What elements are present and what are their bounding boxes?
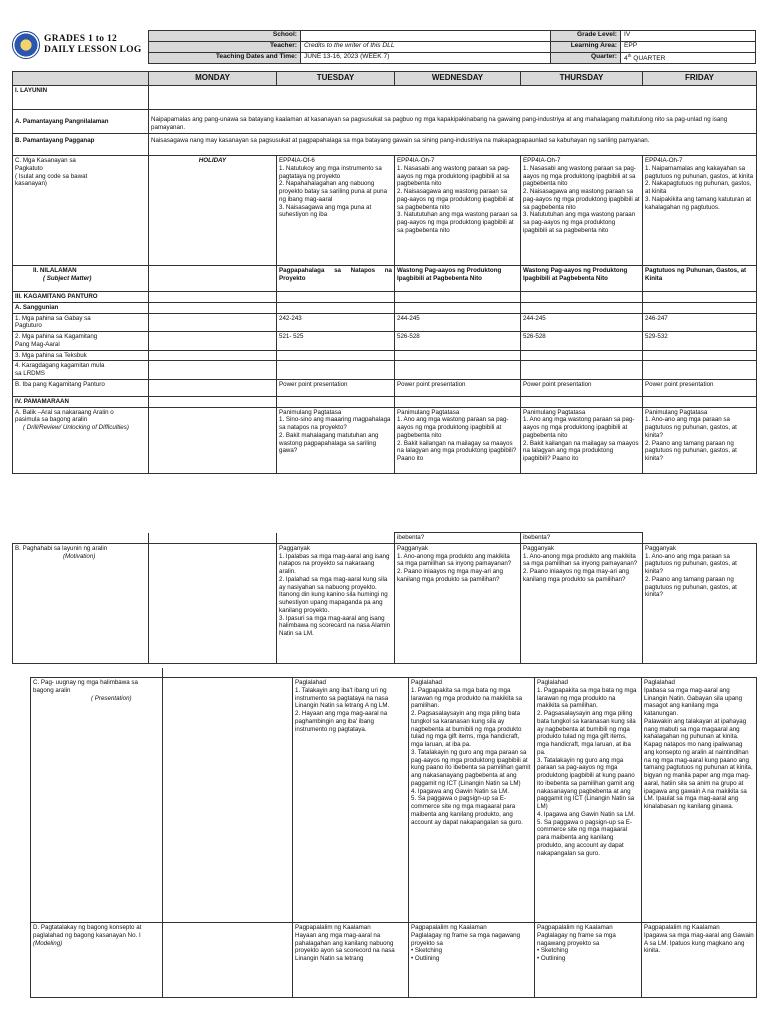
iba-wednesday: Power point presentation	[395, 379, 521, 396]
pagtatalakay-wednesday: Pagpapalalim ng Kaalaman Paglalagay ng frame sa mga nagawang proyekto sa • Sketching • Outlining	[409, 923, 535, 998]
gabay-wednesday: 244-245	[395, 313, 521, 332]
kasanayan-tuesday: EPP4IA-Of-6 1. Natutukoy ang mga instrumento sa pagtataya ng proyekto 2. Napahahalagahan ang nabuong proyekto batay sa sariling puna at puna ng ibang mag-aaral 3. Naisasagawa ang mga puna at suhestiyon ng iba	[277, 156, 395, 266]
pagtatalakay-tuesday: Pagpapalalim ng Kaalaman Hayaan ang mga mag-aaral na pahalagahan ang kanilang nabuong proyekto ayon sa scorecord na nasa Linangin Natin sa letrang	[293, 923, 409, 998]
balik-label: A. Balik –Aral sa nakaraang Aralin o pasimula sa bagong aralin ( Drill/Review/ Unlocking of Difficulties)	[13, 407, 149, 473]
day-friday: FRIDAY	[643, 72, 757, 86]
gabay-label: 1. Mga pahina sa Gabay sa Pagtuturo	[13, 313, 149, 332]
pag-uugnay-friday: Paglalahad Ipabasa sa mga mag-aaral ang Linangin Natin. Gabayan sila upang masagot ang kanilang mga katanungan. Palawakin ang talakayan at ipahayag nang mabuti sa mga magaaral ang kahalagahan ng puhunan at kinita. Kapag natapos mo nang ipaliwanag ang konsepto ng aralin at naintindihan na ng mga mag-aaral kung paano ang tamang pagtutuos ng puhunan at kinita, bigyan ng manila paper ang mga mag-aaral, hatiin sila sa anim na grupo at ipagawa ang gawain A na makikita sa LM. Ipaulat sa mga mag-aaral ang kinalabasan ng kanilang ginawa.	[642, 678, 757, 923]
lesson-log-table-page-1	[12, 71, 757, 474]
kagamitan-ma-label: 2. Mga pahina sa Kagamitang Pang Mag-Aaral	[13, 332, 149, 351]
pagtatalakay-label: D. Pagtatalakay ng bagong konsepto at paglalahad ng bagong kasanayan No. I (Modeling)	[31, 923, 163, 998]
corner-cell	[13, 72, 149, 86]
paghahabi-wednesday: Pagganyak 1. Ano-anong mga produkto ang makikita sa mga pamilihan sa inyong pamayanan? 2. Paano iniaayos ng mga may-ari ang kanilang mga produkto sa pamilihan?	[395, 543, 521, 663]
kasanayan-friday: EPP4IA-Oh-7 1. Naipamamalas ang kakayahan sa pagtutuos ng puhunan, gastos, at kinita 2. Nakapagtutuos ng puhunan, gastos, at kinita 3. Naipakikita ang tamang katuturan at kahalagahan ng pagtutuos.	[643, 156, 757, 266]
paghahabi-label: B. Paghahabi sa layunin ng aralin (Motivation)	[13, 543, 149, 663]
pagganap-text: Naisasagawa nang may kasanayan sa pagsusukat at pagpapahalaga sa mga batayang gawain sa sining pang-industriya na makapagpapaunlad sa kabuhayan ng sariling pamyanan.	[149, 134, 757, 156]
header-info-table	[148, 30, 756, 64]
pagtatalakay-friday: Pagpapalalim ng Kaalaman Ipagawa sa mga mag-aaral ang Gawain A sa LM. Ipatuos kung magkano ang kinita.	[642, 923, 757, 998]
deped-seal-icon	[12, 31, 40, 59]
teacher-label: Teacher:	[149, 42, 301, 53]
iba-friday: Power point presentation	[643, 379, 757, 396]
paghahabi-friday: Pagganyak 1. Ano-ano ang mga paraan sa pagtutuos ng puhunan, gastos, at kinita? 2. Paano ang tamang paraan ng pagtutuos ng puhunan, gastos, at kinita?	[643, 543, 757, 663]
day-thursday: THURSDAY	[521, 72, 643, 86]
lesson-log-table-page-2	[12, 532, 757, 664]
kasanayan-label: C. Mga Kasanayan sa Pagkatuto ( Isulat ang code sa bawat kasanayan)	[13, 156, 149, 266]
day-monday: MONDAY	[149, 72, 277, 86]
teacher-value: Credits to the writer of this DLL	[301, 42, 551, 53]
kagamitan-label: III. KAGAMITANG PANTURO	[13, 292, 149, 303]
pag-uugnay-thursday: Paglalahad 1. Pagpapakita sa mga bata ng mga larawan ng mga produkto na makikita sa pamilihan. 2. Pagsasalaysayin ang mga piling bata tungkol sa karanasan kung sila ay nagbebenta at bumibili ng mga produkto tulad ng mga gift items, mga handicraft, mga laruan, at iba pa. 3. Tatalakayin ng guro ang mga paraan sa pag-aayos ng mga produktong ipagbibili at kung paano ito ibebenta sa pamilihan gamit ang nakasanayang pagbebenta at ang paggamit ng ICT (Linangin Natin sa LM) 4. Ipagawa ang Gawin Natin sa LM. 5. Sa paggawa o pagsign-up sa E-commerce site ng mga magaaral para maibenta ang kanilang produkto, ang account ay dapat nakapangalan sa guro.	[535, 678, 642, 923]
pangnilalaman-text: Naipapamalas ang pang-unawa sa batayang kaalaman at kasanayan sa pagsusukat sa pagbuo ng mga kapakipakinabang na gawaing pang-industriya at ang mahalagang maitutulong nito sa pag-unlad ng isang pamayanan.	[149, 110, 757, 134]
ibebenta-thursday: ibebenta?	[521, 533, 643, 544]
balik-tuesday: Panimulang Pagtatasa 1. Sino-sino ang maaaring magpahalaga sa natapos na proyekto? 2. Bakit mahalagang matutuhan ang wastong pagpapahalaga sa sariling gawa?	[277, 407, 395, 473]
iba-label: B. Iba pang Kagamitang Panturo	[13, 379, 149, 396]
kagamitan-ma-wednesday: 526-528	[395, 332, 521, 351]
pangnilalaman-label: A. Pamantayang Pangnilalaman	[13, 110, 149, 134]
gabay-thursday: 244-245	[521, 313, 643, 332]
iba-thursday: Power point presentation	[521, 379, 643, 396]
dates-value: JUNE 13-16, 2023 (WEEK 7)	[301, 53, 551, 64]
nilalaman-label: II. NILALAMAN ( Subject Matter)	[13, 266, 149, 292]
pag-uugnay-wednesday: Paglalahad 1. Pagpapakita sa mga bata ng mga larawan ng mga produkto na makikita sa pamilihan. 2. Pagsasalaysayin ang mga piling bata tungkol sa karanasan kung sila ay nagbebenta at bumibili ng mga produkto tulad ng mga gift items, mga handicraft, mga laruan, at iba pa. 3. Tatalakayin ng guro ang mga paraan sa pag-aayos ng mga produktong ipagbibili at kung paano ito ibebenta sa pamilihan gamit ang nakasanayang pagbebenta at ang paggamit ng ICT (Linangin Natin sa LM) 4. Ipagawa ang Gawin Natin sa LM. 5. Sa paggawa o pagsign-up sa E-commerce site ng mga magaaral para maibenta ang kanilang produkto, ang account ay dapat nakapangalan sa guro.	[409, 678, 535, 923]
pag-uugnay-tuesday: Paglalahad 1. Talakayin ang iba't ibang uri ng instrumento sa pagtataya na nasa Linangin Natin sa letrang A ng LM. 2. Hayaan ang mga mag-aaral na paghambingin ang iba' ibang instrumento ng pagtataya.	[293, 678, 409, 923]
teksbuk-label: 3. Mga pahina sa Teksbuk	[13, 350, 149, 361]
brand-line-1: GRADES 1 to 12	[44, 34, 118, 44]
ibebenta-wednesday: ibebenta?	[395, 533, 521, 544]
grade-value: IV	[621, 31, 756, 42]
pag-uugnay-label: C. Pag- uugnay ng mga halimbawa sa bagong aralin ( Presentation)	[31, 678, 163, 923]
pagtatalakay-thursday: Pagpapalalim ng Kaalaman Paglalagay ng frame sa mga nagawang proyekto sa • Sketching • Outlining	[535, 923, 642, 998]
area-value: EPP	[621, 42, 756, 53]
nilalaman-tuesday: Pagpapahalaga sa Natapos na Proyekto	[277, 266, 395, 292]
pagganap-label: B. Pamantayang Pagganap	[13, 134, 149, 156]
paghahabi-tuesday: Pagganyak 1. Ipalabas sa mga mag-aaral ang isang natapos na proyekto sa nakaraang aralin. 2. Ipalahad sa mga mag-aaral kung sila ay nasiyahan sa nabuong proyekto. Itanong din kung kanino sila humingi ng suhestiyon upang mapaganda pa ang kanilang proyekto. 3. Ipasuri sa mga mag-aaral ang isang halimbawa ng scorecard na nasa Alamin Natin sa LM.	[277, 543, 395, 663]
kasanayan-monday: HOLIDAY	[149, 156, 277, 266]
day-tuesday: TUESDAY	[277, 72, 395, 86]
balik-friday: Panimulang Pagtatasa 1. Ano-ano ang mga paraan sa pagtutuos ng puhunan, gastos, at kinita? 2. Paano ang tamang paraan ng pagtutuos ng puhunan, gastos, at kinita?	[643, 407, 757, 473]
quarter-value: 4th QUARTER	[621, 53, 756, 64]
kagamitan-ma-friday: 529-532	[643, 332, 757, 351]
quarter-label: Quarter:	[551, 53, 621, 64]
balik-wednesday: Panimulang Pagtatasa 1. Ano ang mga wastong paraan sa pag-aayos ng mga produktong ipagbibili at pagbebenta nito 2. Bakit kailangan na mailagay sa maayos na lalagyan ang mga produktong ipagbibili? Paano ito	[395, 407, 521, 473]
school-label: School:	[149, 31, 301, 42]
sanggunian-label: A. Sanggunian	[13, 302, 149, 313]
nilalaman-wednesday: Wastong Pag-aayos ng Produktong Ipagbibili at Pagbebenta Nito	[395, 266, 521, 292]
column-divider	[162, 668, 163, 677]
lesson-log-table-page-3	[30, 677, 757, 998]
kasanayan-thursday: EPP4IA-Oh-7 1. Nasasabi ang wastong paraan sa pag-aayos ng mga produktong ipagbibili at sa pagbebenta nito 2. Naisasagawa ang wastong paraan sa pag-aayos ng mga produktong ipagbibili at sa pagbebenta nito 3. Natututuhan ang mga wastong paraan sa pag-aayos ng mga produktong ipagbibili at sa pagbebenta nito	[521, 156, 643, 266]
brand-line-2: DAILY LESSON LOG	[44, 45, 142, 56]
day-wednesday: WEDNESDAY	[395, 72, 521, 86]
pamamaraan-label: IV. PAMAMARAAN	[13, 396, 149, 407]
gabay-friday: 246-247	[643, 313, 757, 332]
school-value	[301, 31, 551, 42]
kagamitan-ma-tuesday: 521- 525	[277, 332, 395, 351]
paghahabi-thursday: Pagganyak 1. Ano-anong mga produkto ang makikita sa mga pamilihan sa inyong pamayanan? 2. Paano iniaayos ng mga may-ari ang kanilang mga produkto sa pamilihan?	[521, 543, 643, 663]
dates-label: Teaching Dates and Time:	[149, 53, 301, 64]
nilalaman-friday: Pagtutuos ng Puhunan, Gastos, at Kinita	[643, 266, 757, 292]
gabay-tuesday: 242-243	[277, 313, 395, 332]
layunin-label: I. LAYUNIN	[13, 86, 149, 110]
kagamitan-ma-thursday: 526-528	[521, 332, 643, 351]
lrdms-label: 4. Karagdagang kagamitan mula sa LRDMS	[13, 361, 149, 380]
balik-thursday: Panimulang Pagtatasa 1. Ano ang mga wastong paraan sa pag-aayos ng mga produktong ipagbibili at pagbebenta nito 2. Bakit kailangan na mailagay sa maayos na lalagyan ang mga produktong ipagbibili? Paano ito	[521, 407, 643, 473]
area-label: Learning Area:	[551, 42, 621, 53]
iba-tuesday: Power point presentation	[277, 379, 395, 396]
nilalaman-thursday: Wastong Pag-aayos ng Produktong Ipagbibili at Pagbebenta Nito	[521, 266, 643, 292]
kasanayan-wednesday: EPP4IA-Oh-7 1. Nasasabi ang wastong paraan sa pag-aayos ng mga produktong ipagbibili at sa pagbebenta nito 2. Naisasagawa ang wastong paraan sa pag-aayos ng mga produktong ipagbibili at sa pagbebenta nito 3. Natututuhan ang mga wastong paraan sa pag-aayos ng mga produktong ipagbibili at sa pagbebenta nito	[395, 156, 521, 266]
brand-title	[44, 34, 142, 57]
grade-label: Grade Level:	[551, 31, 621, 42]
